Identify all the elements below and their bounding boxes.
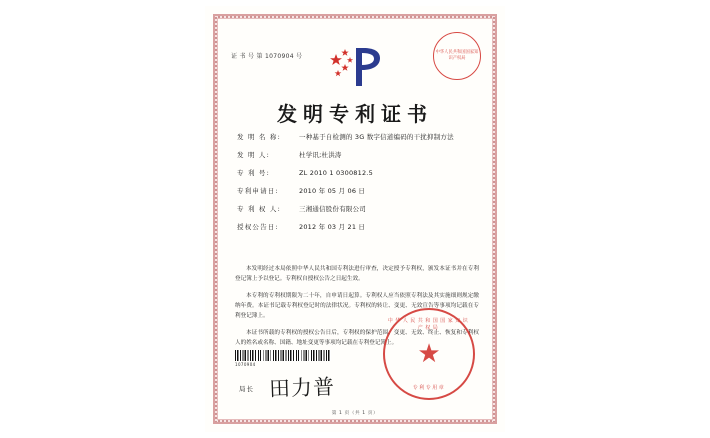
official-seal-top-text: 中华人民共和国国家知识产权局 bbox=[387, 318, 471, 331]
certificate-sheet bbox=[205, 6, 505, 432]
official-seal-icon bbox=[383, 308, 475, 400]
page-title: 发明专利证书 bbox=[277, 102, 433, 126]
body-paragraph: 本发明经过本局依照中华人民共和国专利法进行审查，决定授予专利权，颁发本证书并在专利登记簿上予以登记。专利权自授权公告之日起生效。 bbox=[235, 266, 479, 283]
field-label: 专 利 号: bbox=[237, 169, 271, 177]
field-label: 发 明 名 称: bbox=[237, 133, 281, 141]
field-label: 授权公告日: bbox=[237, 223, 279, 231]
field-list bbox=[237, 132, 477, 240]
field-row bbox=[237, 132, 477, 141]
top-right-seal-text: 中华人民共和国国家知识产权局 bbox=[435, 50, 479, 61]
field-row bbox=[237, 204, 477, 213]
barcode bbox=[235, 350, 331, 361]
barcode-number: 1070904 bbox=[235, 362, 256, 367]
field-row bbox=[237, 150, 477, 159]
field-value: 2012 年 03 月 21 日 bbox=[299, 223, 366, 231]
field-row bbox=[237, 186, 477, 195]
field-row bbox=[237, 168, 477, 177]
field-value: 2010 年 05 月 06 日 bbox=[299, 187, 366, 195]
field-value: 一种基于自检测的 3G 数字信道编码的干扰抑制方法 bbox=[299, 133, 454, 141]
body-paragraph: 本证书所载的专利权的授权公告日后，专利权的保护范围、变更、无效、终止、恢复和专利权人的姓名或名称、国籍、地址变更等事项均记载在专利登记簿上。 bbox=[235, 329, 479, 347]
sipo-logo-icon bbox=[312, 44, 398, 90]
field-label: 专利申请日: bbox=[237, 187, 279, 195]
top-right-seal-icon bbox=[433, 32, 481, 80]
certificate-number: 证 书 号 第 1070904 号 bbox=[231, 53, 303, 60]
field-label: 发 明 人: bbox=[237, 151, 271, 159]
star-icon: ★ bbox=[417, 339, 441, 369]
field-value: 三湘通信股份有限公司 bbox=[299, 205, 366, 213]
field-value: ZL 2010 1 0300812.5 bbox=[299, 169, 373, 177]
field-value: 杜学讯;杜洪涛 bbox=[299, 151, 342, 159]
field-label: 专 利 权 人: bbox=[237, 205, 281, 213]
body-paragraph: 本专利的专利权期限为二十年，自申请日起算。专利权人应当依照专利法及其实施细则规定缴纳年费。本证书记载专利权登记时的法律状况。专利权的转让、变更、无效宣告等事项均记载在专利登记簿上。 bbox=[235, 292, 479, 320]
official-seal-bottom-text: 专利专用章 bbox=[412, 385, 446, 391]
director-signature: 田力普 bbox=[268, 374, 336, 402]
field-row bbox=[237, 222, 477, 231]
page-footer: 第 1 页（共 1 页） bbox=[331, 411, 379, 416]
director-label: 局长 bbox=[239, 385, 254, 393]
